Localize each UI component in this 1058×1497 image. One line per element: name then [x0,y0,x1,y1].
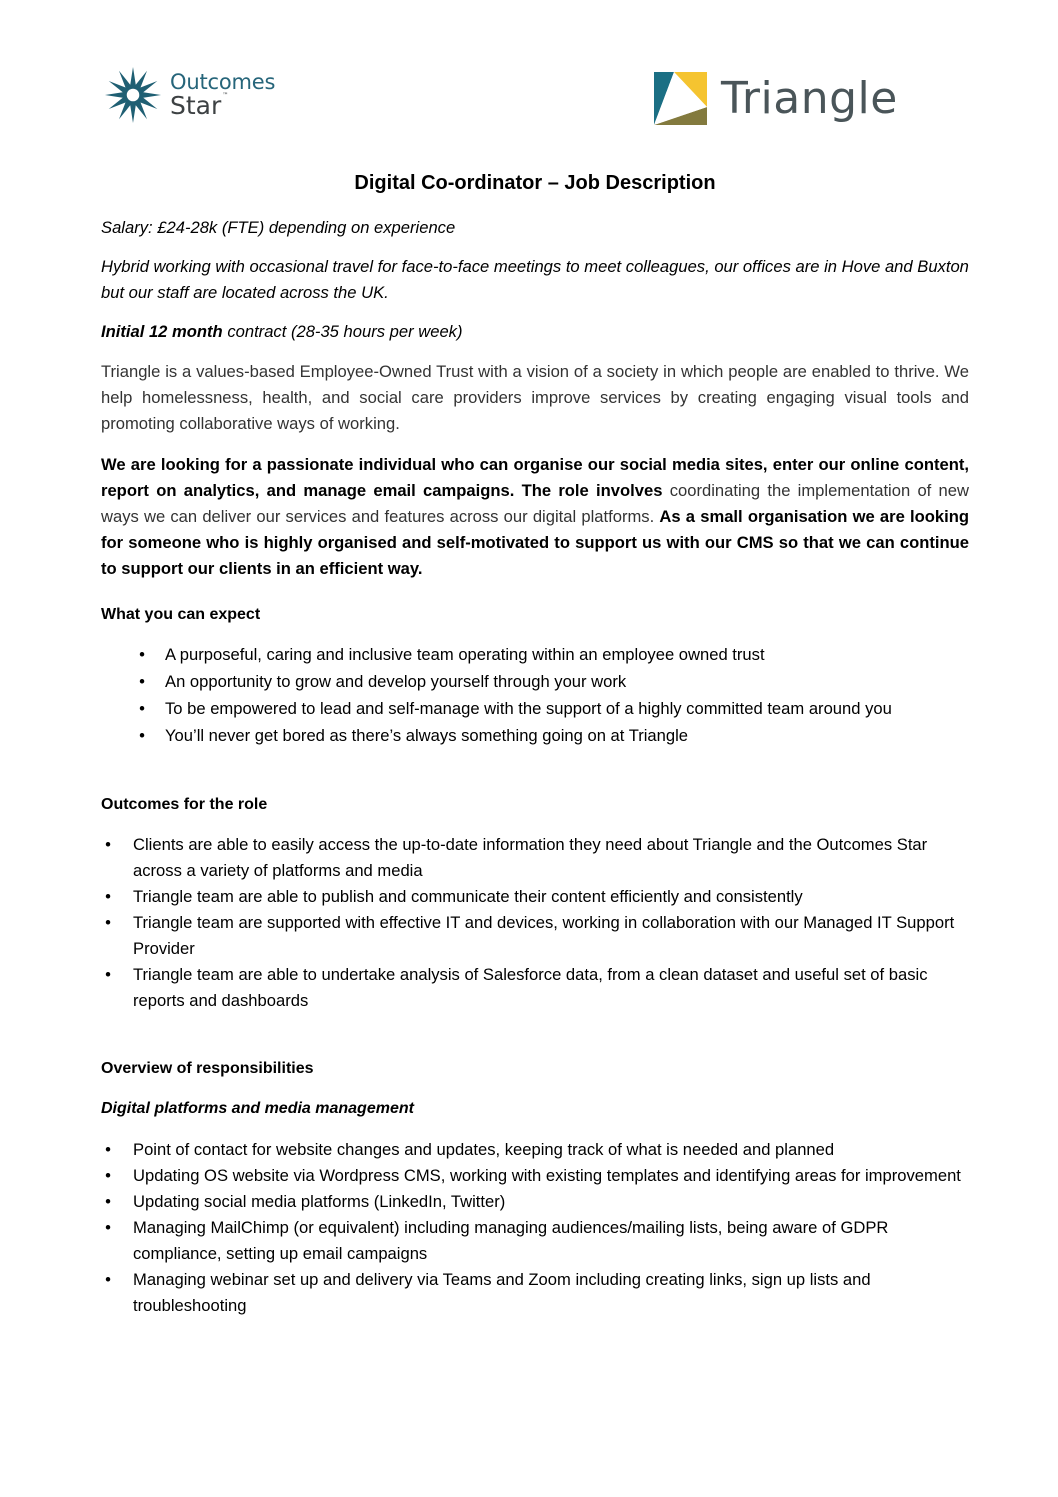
triangle-logo [654,72,898,125]
bullet-icon: • [139,672,145,691]
section-heading-outcomes: Outcomes for the role [101,796,268,813]
triangle-logo-icon [654,72,707,125]
looking-for-paragraph [101,452,969,582]
salary-line: Salary: £24-28k (FTE) depending on experience [101,218,456,237]
list-item: • Updating social media platforms (LinkedIn, Twitter) [101,1189,969,1215]
list-item: • Updating OS website via Wordpress CMS, working with existing templates and identifying areas for improvement [101,1163,969,1189]
logo-text-star: Star [170,91,222,120]
hybrid-working-line: Hybrid working with occasional travel for face-to-face meetings to meet colleagues, our offices are in Hove and Buxton but our staff are located across the UK. [101,257,969,302]
page-title: Digital Co-ordinator – Job Description [354,172,716,194]
bullet-icon: • [139,699,145,718]
contract-line [101,319,969,345]
bullet-icon: • [105,1140,111,1159]
list-item: • You’ll never get bored as there’s always something going on at Triangle [101,722,969,749]
list-item: • A purposeful, caring and inclusive team operating within an employee owned trust [101,641,969,668]
bullet-icon: • [105,1166,111,1185]
list-item: • An opportunity to grow and develop yourself through your work [101,668,969,695]
list-item: • Managing MailChimp (or equivalent) including managing audiences/mailing lists, being aware of GDPR compliance, setting up email campaigns [101,1215,969,1267]
looking-for-regular: coordinating the implementation of new ways we can deliver our services and features across our digital platforms. [101,481,969,526]
responsibilities-list [101,1137,969,1319]
bullet-icon: • [139,726,145,745]
bullet-icon: • [105,965,111,984]
list-item: • Triangle team are able to publish and communicate their content efficiently and consistently [101,884,969,910]
subheading-digital-platforms: Digital platforms and media management [101,1100,414,1117]
list-item: • Point of contact for website changes and updates, keeping track of what is needed and planned [101,1137,969,1163]
list-item: • Managing webinar set up and delivery via Teams and Zoom including creating links, sign up lists and troubleshooting [101,1267,969,1319]
trademark-symbol: ™ [222,92,229,99]
outcomes-list [101,832,969,1014]
section-heading-responsibilities: Overview of responsibilities [101,1060,314,1077]
bullet-icon: • [139,645,145,664]
bullet-icon: • [105,1192,111,1211]
section-heading-expect: What you can expect [101,606,261,623]
bullet-icon: • [105,1270,111,1289]
bullet-icon: • [105,887,111,906]
star-icon [104,66,162,124]
logo-text-outcomes: Outcomes [170,70,276,94]
expect-list [101,641,969,749]
outcomes-star-logo [104,66,275,124]
bullet-icon: • [105,835,111,854]
list-item: • Clients are able to easily access the up-to-date information they need about Triangle and the Outcomes Star across a variety of platforms and media [101,832,969,884]
looking-for-bold-2: As a small organisation we are looking for someone who is highly organised and self-motivated to support us with our CMS so that we can continue to support our clients in an efficient way. [101,507,969,578]
list-item: • To be empowered to lead and self-manage with the support of a highly committed team around you [101,695,969,722]
list-item: • Triangle team are able to undertake analysis of Salesforce data, from a clean dataset and useful set of basic reports and dashboards [101,962,969,1014]
bullet-icon: • [105,913,111,932]
logo-text-triangle: Triangle [721,72,898,124]
contract-rest: contract (28-35 hours per week) [222,322,463,341]
bullet-icon: • [105,1218,111,1237]
intro-paragraph: Triangle is a values-based Employee-Owned Trust with a vision of a society in which people are enabled to thrive. We help homelessness, health, and social care providers improve services by creating engaging visual tools and promoting collaborative ways of working. [101,362,969,433]
contract-bold: Initial 12 month [101,322,223,341]
list-item: • Triangle team are supported with effective IT and devices, working in collaboration with our Managed IT Support Provider [101,910,969,962]
looking-for-bold-1: We are looking for a passionate individual who can organise our social media sites, enter our online content, report on analytics, and manage email campaigns. The role involves [101,455,969,500]
